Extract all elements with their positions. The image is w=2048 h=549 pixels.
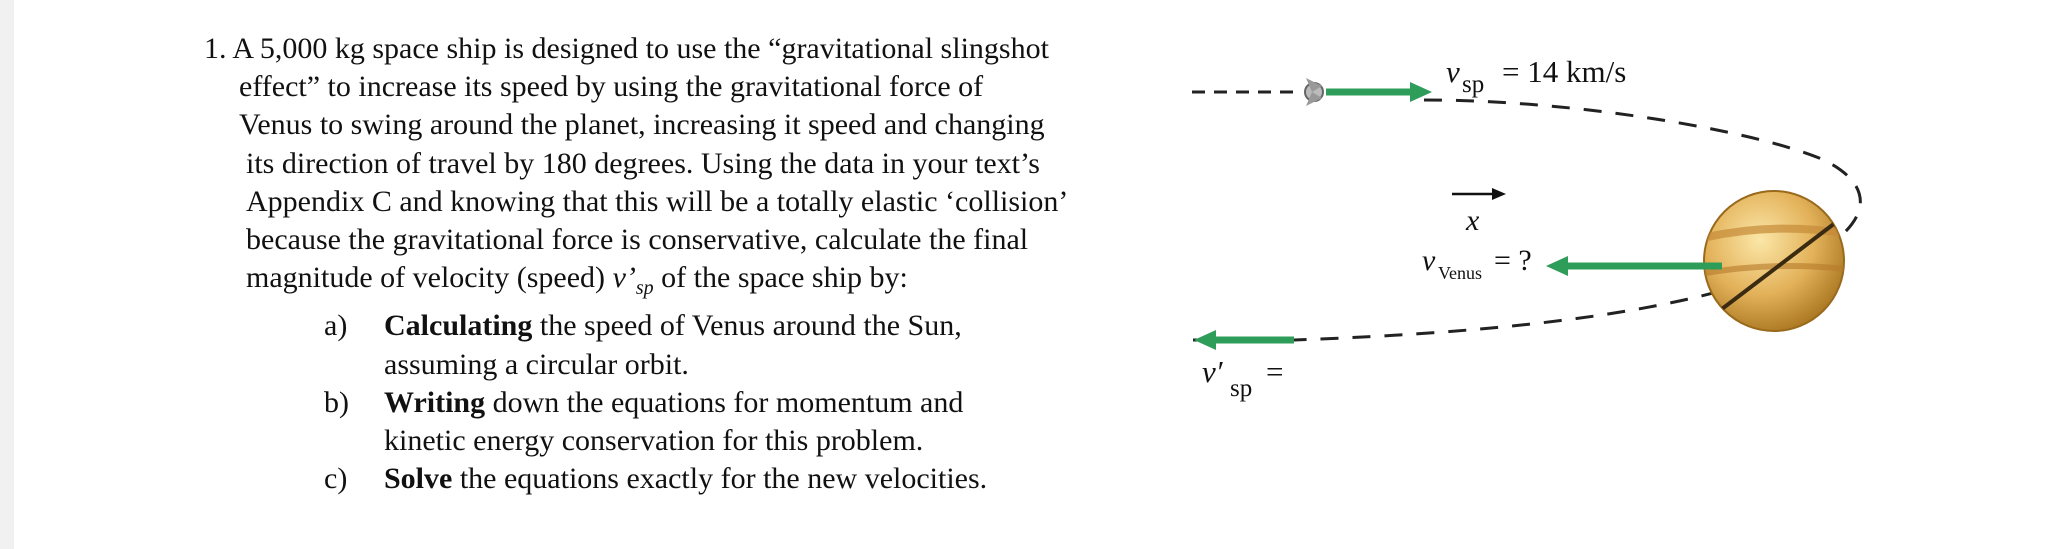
svg-text:= ?: = ? [1494, 244, 1532, 277]
part-b-continuation: kinetic energy conservation for this problem. [384, 423, 924, 457]
problem-text-line: because the gravitational force is conservative, calculate the final [246, 223, 1029, 257]
part-c: c) Solve the equations exactly for the new velocities. [204, 460, 1184, 498]
problem-text-line: its direction of travel by 180 degrees. Using the data in your text’s [246, 146, 1040, 180]
problem-text-line: Appendix C and knowing that this will be a totally elastic ‘collision’ [246, 184, 1069, 218]
svg-text:v: v [1446, 54, 1460, 89]
svg-text:Venus: Venus [1438, 263, 1482, 283]
v-sp-label [1446, 54, 1626, 98]
part-marker: a) [324, 309, 348, 343]
svg-text:v: v [1422, 244, 1436, 277]
v-sp-prime-variable: v’ [612, 261, 636, 295]
svg-text:x: x [1466, 204, 1480, 237]
v-sp-prime-arrow [1194, 330, 1294, 350]
problem-text-line-final: magnitude of velocity (speed) $v’_{sp}$ of the space ship by: [246, 261, 908, 300]
part-keyword: Calculating [384, 309, 533, 343]
part-marker: c) [324, 462, 348, 496]
part-b: b) Writing down the equations for momentum and [204, 384, 1184, 422]
part-marker: b) [324, 385, 349, 419]
v-venus-arrow [1546, 256, 1722, 276]
problem-1 [204, 30, 1184, 498]
problem-number: 1. [204, 32, 227, 65]
v-venus-label [1422, 244, 1532, 283]
v-sp-prime-label [1202, 354, 1283, 402]
slingshot-diagram [1174, 30, 1874, 430]
problem-line-1 [204, 30, 1184, 68]
part-keyword: Solve [384, 462, 453, 496]
svg-text:v′: v′ [1202, 354, 1223, 389]
v-sp-arrow [1326, 82, 1432, 102]
svg-text:sp: sp [1230, 375, 1253, 402]
spaceship-icon [1305, 78, 1323, 106]
part-a: a) Calculating the speed of Venus around the Sun, [204, 307, 1184, 345]
svg-text:=: = [1266, 354, 1284, 389]
problem-text-line: effect” to increase its speed by using the gravitational force of [239, 70, 984, 104]
part-a-continuation: assuming a circular orbit. [384, 347, 689, 381]
problem-text-line: A 5,000 kg space ship is designed to use the “gravitational slingshot [232, 32, 1049, 65]
problem-text-line: Venus to swing around the planet, increasing it speed and changing [239, 108, 1045, 142]
part-keyword: Writing [384, 385, 486, 419]
venus-planet [1694, 191, 1854, 331]
svg-text:= 14 km/s: = 14 km/s [1502, 54, 1627, 89]
svg-text:sp: sp [1462, 71, 1485, 98]
document-page [14, 0, 2048, 549]
x-direction-arrow [1452, 188, 1506, 237]
